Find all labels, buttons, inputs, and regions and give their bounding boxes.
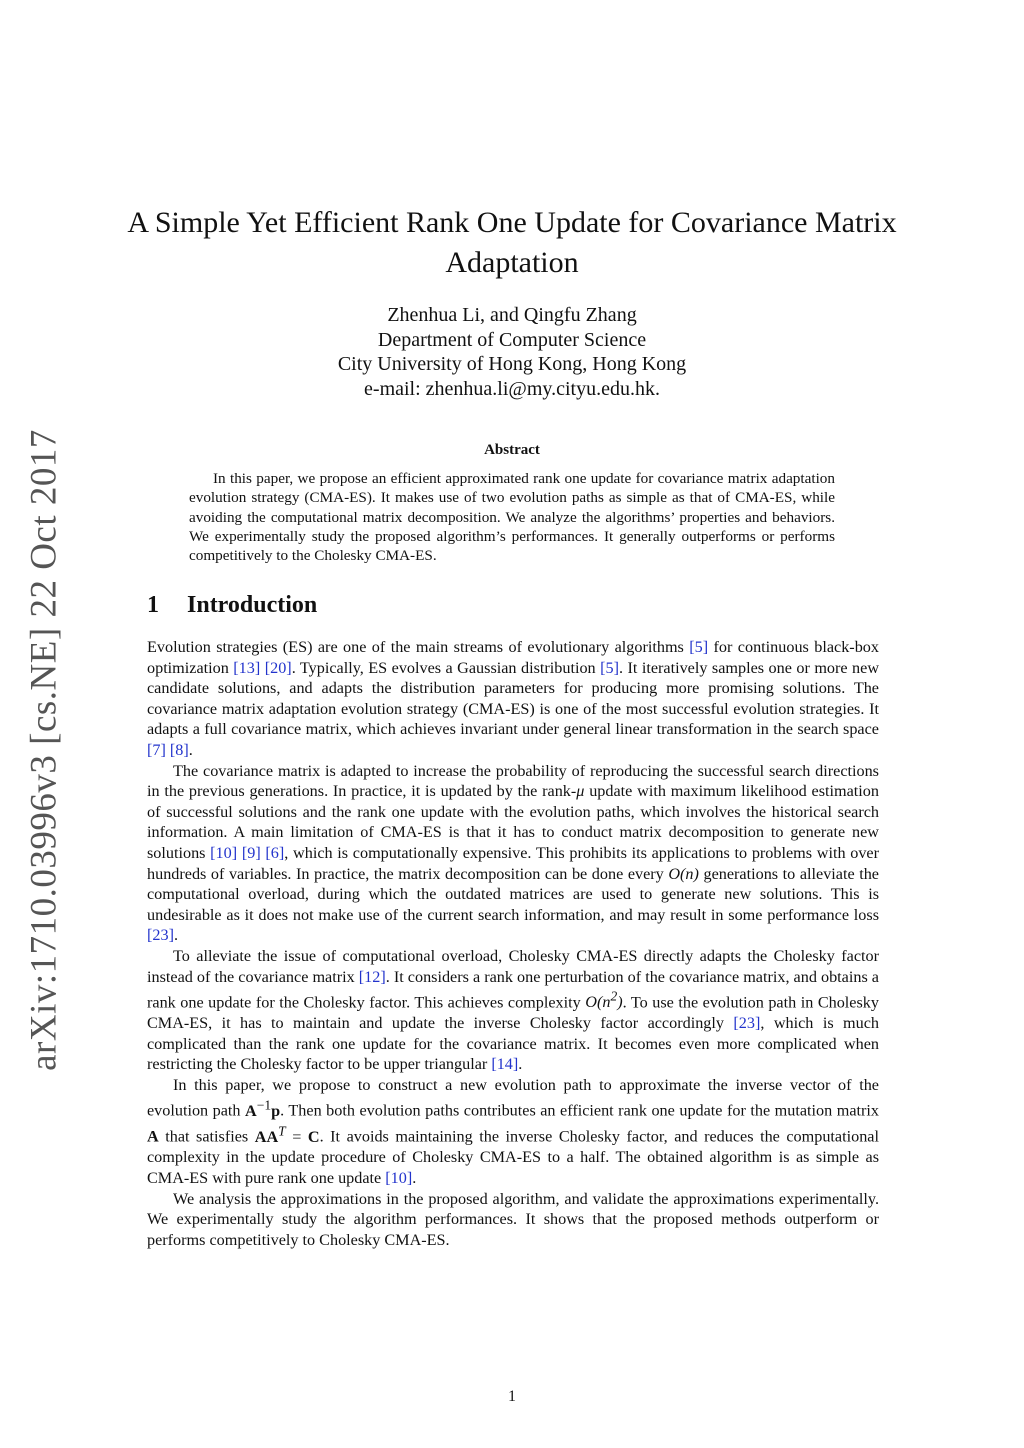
arxiv-id[interactable]: arXiv:1710.03996v3 [cs.NE] 22 Oct 2017 [23, 429, 65, 1071]
author-university: City University of Hong Kong, Hong Kong [337, 353, 687, 375]
citation-link[interactable]: [5] [689, 638, 709, 656]
citation-link[interactable]: [7] [147, 740, 166, 759]
citation-link[interactable]: [14] [491, 1055, 519, 1074]
text-run: . It iteratively samples one or more new candidate solutions, and adapts the distribution parameters for producing more promising solutions. The covariance matrix adaptation evolution strategy (CMA-ES) is one of the most successful evolution strategies. It adapts a full covariance matrix, which achieves invariant under general linear transformation in the search space [147, 658, 880, 739]
math-exponent: 2 [610, 989, 618, 1005]
math-exponent: −1 [256, 1097, 272, 1113]
math-a-inverse [245, 1097, 281, 1120]
math-mu: μ [576, 782, 585, 801]
text-run: In this paper, we propose to construct a new evolution path to approximate the inverse vector of the evolution path [147, 1075, 879, 1120]
paragraph-5 [147, 1189, 879, 1251]
math-part: ) [617, 993, 623, 1012]
text-run: , which is computationally expensive. This prohibits its applications to problems with over hundreds of variables. In practice, the matrix decomposition can be done every [147, 843, 880, 883]
citation-link[interactable]: [23] [733, 1014, 761, 1033]
math-part: C [307, 1127, 320, 1146]
page-number: 1 [508, 1388, 516, 1405]
paragraph-2 [147, 761, 879, 946]
text-run: We analysis the approximations in the proposed algorithm, and validate the approximations experimentally. We experimentally study the algorithm performances. It shows that the proposed methods outperform or performs competitively to Cholesky CMA-ES. [147, 1189, 879, 1249]
math-exponent: T [278, 1123, 286, 1139]
text-run: that satisfies [158, 1127, 255, 1146]
text-run: The covariance matrix is adapted to increase the probability of reproducing the successful search directions in the previous generations. In practice, it is updated by the rank- [147, 761, 879, 801]
math-part: = [285, 1127, 308, 1146]
text-run: Evolution strategies (ES) are one of the main streams of evolutionary algorithms [147, 638, 690, 656]
paragraph-3 [147, 946, 879, 1075]
math-o-n-squared [585, 989, 623, 1012]
math-aat-equation [254, 1123, 320, 1146]
citation-link[interactable]: [6] [265, 843, 285, 862]
section-number: 1 [147, 592, 159, 618]
text-run: . [518, 1055, 523, 1074]
citation-link[interactable]: [10] [210, 843, 238, 862]
math-part: A [245, 1101, 257, 1120]
text-run: . [412, 1169, 417, 1188]
text-run: . Typically, ES evolves a Gaussian distribution [291, 658, 601, 677]
citation-link[interactable]: [5] [600, 658, 619, 677]
author-email[interactable]: e-mail: zhenhua.li@my.cityu.edu.hk. [364, 377, 660, 400]
abstract-heading: Abstract [484, 442, 540, 458]
text-run: for continuous black-box optimization [147, 638, 879, 677]
section-heading [147, 592, 317, 619]
paragraph-4 [147, 1075, 879, 1189]
text-run: . [188, 740, 193, 759]
text-run: update with maximum likelihood estimation of successful solutions and the rank one update with the evolution paths, which involves the historical search information. A main limitation of CMA-ES is that it has to conduct matrix decomposition to generate new solutions [147, 782, 879, 862]
text-run: To alleviate the issue of computational overload, Cholesky CMA-ES directly adapts the Cholesky factor instead of the covariance matrix [147, 946, 879, 986]
citation-link[interactable]: [8] [169, 740, 189, 759]
math-a-matrix: A [147, 1127, 159, 1146]
math-o-n: O(n) [668, 864, 699, 883]
author-block [200, 303, 824, 401]
math-part: O(n [585, 993, 611, 1012]
citation-link[interactable]: [20] [264, 658, 292, 677]
citation-link[interactable]: [23] [147, 926, 174, 945]
body-text [147, 637, 879, 1250]
text-run: . To use the evolution path in Cholesky CMA-ES, it has to maintain and update the inverse Cholesky factor accordingly [147, 993, 879, 1033]
author-department: Department of Computer Science [377, 328, 647, 351]
math-part: AA [254, 1127, 279, 1146]
text-run: . It avoids maintaining the inverse Cholesky factor, and reduces the computational complexity in the update procedure of Cholesky CMA-ES to a half. The obtained algorithm is as simple as CMA-ES with pure rank one update [147, 1127, 879, 1188]
citation-link[interactable]: [13] [233, 658, 261, 677]
text-run: . [173, 926, 179, 945]
citation-link[interactable]: [9] [241, 843, 261, 862]
citation-link[interactable]: [12] [358, 967, 386, 986]
paper-title: A Simple Yet Efficient Rank One Update for Covariance Matrix Adaptation [127, 206, 897, 279]
paragraph-1 [147, 637, 879, 761]
abstract-text: In this paper, we propose an efficient approximated rank one update for covariance matrix adaptation evolution strategy (CMA-ES). It makes use of two evolution paths as simple as that of CMA-ES, while avoiding the computational matrix decomposition. We analyze the algorithms’ properties and behaviors. We experimentally study the proposed algorithm’s performances. It generally outperforms or performs competitively to the Cholesky CMA-ES. [189, 470, 835, 565]
math-part: p [271, 1101, 281, 1120]
section-title: Introduction [187, 592, 318, 618]
text-run: , which is much complicated than the rank one update for the covariance matrix. It becomes even more complicated when restricting the Cholesky factor to be upper triangular [147, 1014, 880, 1074]
text-run: . It considers a rank one perturbation of the covariance matrix, and obtains a rank one update for the Cholesky factor. This achieves complexity [147, 967, 879, 1012]
text-run: generations to alleviate the computational overload, during which the outdated matrices are used to generate new solutions. This is undesirable as it does not make use of the current search information, and may result in some performance loss [147, 864, 879, 924]
author-names: Zhenhua Li, and Qingfu Zhang [387, 304, 637, 326]
text-run: . Then both evolution paths contributes an efficient rank one update for the mutation matrix [280, 1101, 879, 1120]
citation-link[interactable]: [10] [385, 1169, 413, 1188]
